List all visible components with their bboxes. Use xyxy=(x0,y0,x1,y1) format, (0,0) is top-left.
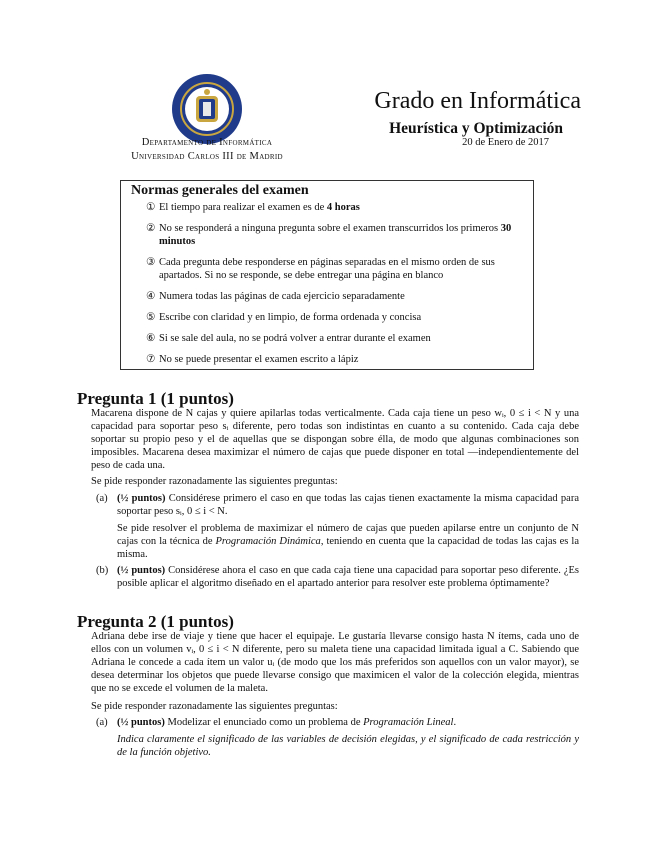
question-1-title: Pregunta 1 (1 puntos) xyxy=(77,389,234,408)
question-1-intro: Macarena dispone de N cajas y quiere apilarlas todas verticalmente. Cada caja tiene un peso wᵢ, 0 ≤ i < N y una capacidad para soportar peso sᵢ diferente, pero todas son indistintas en cuanto a su contenido. Cada caja debe soportar su propio peso y el de aquellas que se dispongan sobre élla, de modo que algunas combinaciones son imposibles. Macarena desea maximizar el número de cajas que puede disponer en total —independientemente del peso de cada una. xyxy=(91,408,579,471)
part-points: (½ puntos) xyxy=(117,565,166,576)
rule-number: ② xyxy=(146,223,156,234)
question-2-part-a: (a) (½ puntos) Modelizar el enunciado como un problema de Programación Lineal. Indica claramente el significado de las variables de decisión elegidas, y el significado de cada restricción y de la función objetivo. xyxy=(96,717,579,758)
department-block xyxy=(90,136,324,164)
rule-item: ④ Numera todas las páginas de cada ejercicio separadamente xyxy=(146,291,405,302)
part-label: (a) xyxy=(96,717,108,728)
rule-item: ② No se responderá a ninguna pregunta sobre el examen transcurridos los primeros 30 minutos xyxy=(146,223,512,247)
part-label: (a) xyxy=(96,493,108,504)
rule-number: ⑦ xyxy=(146,354,156,365)
rule-item: ③ Cada pregunta debe responderse en páginas separadas en el mismo orden de sus apartados. Si no se responde, se debe entregar una página en blanco xyxy=(146,257,495,281)
question-1-part-b: (b) (½ puntos) Considérese ahora el caso en que cada caja tiene una capacidad para soportar peso diferente. ¿Es posible aplicar el algoritmo diseñado en el apartado anterior para resolver este problema óptimamente? xyxy=(96,565,579,589)
rule-item: ⑤ Escribe con claridad y en limpio, de forma ordenada y concisa xyxy=(146,312,422,323)
question-2-title: Pregunta 2 (1 puntos) xyxy=(77,612,234,631)
rule-number: ④ xyxy=(146,291,156,302)
part-points: (½ puntos) xyxy=(117,717,165,728)
rules-title: Normas generales del examen xyxy=(131,183,309,198)
part-hint: Indica claramente el significado de las variables de decisión elegidas, y el significado de cada restricción y de la función objetivo. xyxy=(117,734,579,758)
exam-rules-box xyxy=(120,180,534,370)
question-1-part-a: (a) (½ puntos) Considérese primero el caso en que todas las cajas tienen exactamente la misma capacidad para soportar peso sᵢ, 0 ≤ i < N. Se pide resolver el problema de maximizar el número de cajas que pueden apilarse entre un conjunto de N cajas con la técnica de Programación Dinámica, teniendo en cuenta que la capacidad de todas las cajas es la misma. xyxy=(96,493,579,560)
question-1-lead: Se pide responder razonadamente las siguientes preguntas: xyxy=(91,476,338,487)
rule-item: ⑥ Si se sale del aula, no se podrá volver a entrar durante el examen xyxy=(146,333,431,344)
degree-title: Grado en Informática xyxy=(374,88,581,114)
question-2-intro: Adriana debe irse de viaje y tiene que hacer el equipaje. Le gustaría llevarse consigo hasta N ítems, cada uno de ellos con un volumen vᵢ, 0 ≤ i < N diferente, pero su maleta tiene una capacidad limitada igual a C. Sabiendo que Adriana le concede a cada ítem un valor uᵢ (de modo que los más preferidos son aquellos con un valor mayor), se desea determinar los objetos que puede llevarse consigo que maximicen el valor de la colección elegida, mientras que no se excede el volumen de la maleta. xyxy=(91,631,579,694)
rule-number: ① xyxy=(146,202,156,213)
university-line: Universidad Carlos III de Madrid xyxy=(131,151,283,162)
exam-date: 20 de Enero de 2017 xyxy=(462,137,549,148)
rule-number: ⑥ xyxy=(146,333,156,344)
department-line: Departamento de Informática xyxy=(141,137,273,148)
subject-title: Heurística y Optimización xyxy=(389,120,563,137)
rule-item: ① El tiempo para realizar el examen es de 4 horas xyxy=(146,202,360,213)
rule-item: ⑦ No se puede presentar el examen escrito a lápiz xyxy=(146,354,359,365)
rule-number: ⑤ xyxy=(146,312,156,323)
part-label: (b) xyxy=(96,565,109,576)
question-2-lead: Se pide responder razonadamente las siguientes preguntas: xyxy=(91,701,338,712)
university-seal-logo xyxy=(170,72,244,146)
rule-number: ③ xyxy=(146,257,156,268)
part-points: (½ puntos) xyxy=(117,493,166,504)
